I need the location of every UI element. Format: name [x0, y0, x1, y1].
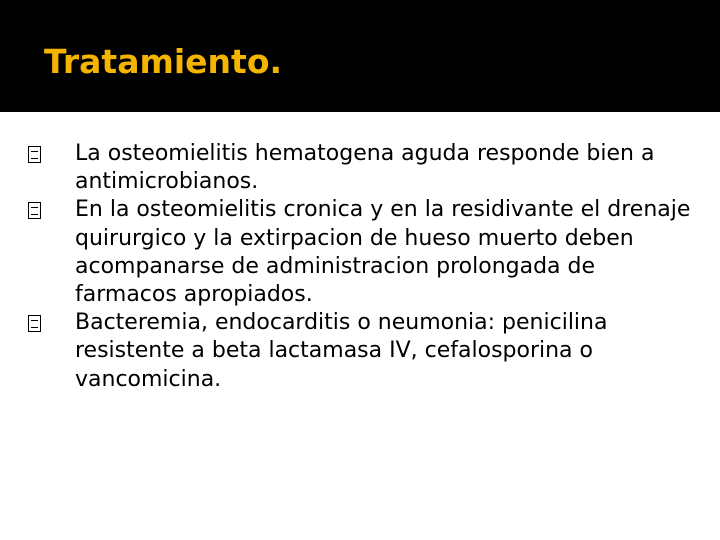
slide-title: Tratamiento. [44, 42, 283, 81]
missing-glyph-box-icon [28, 202, 41, 219]
bullet-text: Bacteremia, endocarditis o neumonia: penicilina resistente a beta lactamasa IV, cefalosporina o vancomicina. [75, 310, 608, 392]
title-band [0, 0, 720, 112]
bullet-item [28, 140, 700, 196]
missing-glyph-box-icon [28, 146, 41, 163]
bullet-item [28, 309, 700, 394]
bullet-text: En la osteomielitis cronica y en la residivante el drenaje quirurgico y la extirpacion de hueso muerto deben acompanarse de administracion prolongada de farmacos apropiados. [75, 197, 691, 308]
bullet-item [28, 196, 700, 309]
missing-glyph-box-icon [28, 315, 41, 332]
bullet-text: La osteomielitis hematogena aguda responde bien a antimicrobianos. [75, 141, 655, 195]
bullet-list [28, 140, 700, 394]
